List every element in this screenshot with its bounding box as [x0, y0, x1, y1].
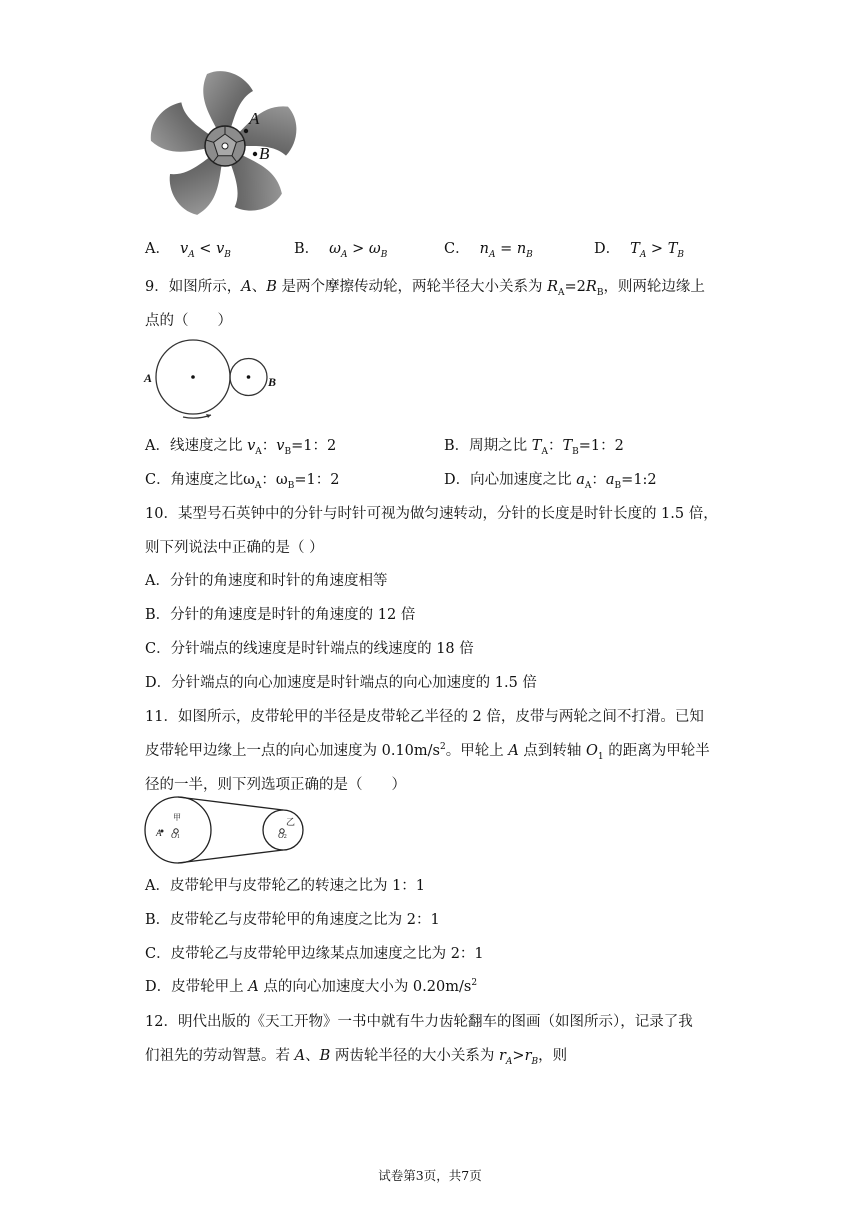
axis-o2-label: O2 [278, 831, 287, 840]
q12-stem-line1: 12．明代出版的《天工开物》一书中就有牛力齿轮翻车的图画（如图所示），记录了我 [145, 1014, 693, 1030]
page-footer: 试卷第3页，共7页 [378, 1168, 482, 1183]
point-a-dot [244, 129, 248, 133]
q8-option-a[interactable]: A． $v_A < v_B$ [145, 241, 231, 260]
q10-stem-line1: 10．某型号石英钟中的分针与时针可视为做匀速转动，分针的长度是时针长度的 1.5 倍， [145, 506, 718, 522]
point-a-label: A [156, 828, 162, 838]
q10-option-b[interactable]: B．分针的角速度是时针的角速度的 12 倍 [145, 607, 416, 623]
q11-option-d[interactable]: D．皮带轮甲上 A 点的向心加速度大小为 $0.20m/s^2$ [145, 978, 478, 995]
belt-bottom [178, 850, 283, 863]
q9-option-d[interactable]: D．向心加速度之比 $a_A$：$a_B=1:2$ [444, 472, 657, 491]
q9-stem-line1: 9．如图所示，A、B 是两个摩擦传动轮，两轮半径大小关系为 $R_A=2R_B$，则两轮边缘上 [145, 279, 705, 298]
pulley-yi-label: 乙 [286, 818, 296, 828]
fan-figure [145, 68, 305, 218]
q9-option-c[interactable]: C．角速度之比$\omega_A$：$\omega_B=1$：2 [145, 472, 340, 491]
belt-top [178, 797, 283, 810]
q12-stem-line2: 们祖先的劳动智慧。若 A、B 两齿轮半径的大小关系为 $r_A>r_B$，则 [145, 1048, 568, 1067]
q8-option-b[interactable]: B． $\omega_A > \omega_B$ [294, 241, 388, 260]
q11-option-b[interactable]: B．皮带轮乙与皮带轮甲的角速度之比为 2：1 [145, 912, 440, 928]
point-b-dot [253, 152, 257, 156]
q10-stem-line2: 则下列说法中正确的是（ ） [145, 540, 324, 556]
q11-stem-line3: 径的一半，则下列选项正确的是（ ） [145, 777, 406, 793]
point-a-label: A [249, 109, 260, 128]
q8-option-c[interactable]: C． $n_A = n_B$ [444, 241, 533, 260]
pulley-yi [263, 810, 303, 850]
q10-option-c[interactable]: C．分针端点的线速度是时针端点的线速度的 18 倍 [145, 641, 474, 657]
q9-option-a[interactable]: A．线速度之比 $v_A$：$v_B=1$：2 [145, 438, 337, 457]
q10-option-d[interactable]: D．分针端点的向心加速度是时针端点的向心加速度的 1.5 倍 [145, 675, 537, 691]
q11-option-c[interactable]: C．皮带轮乙与皮带轮甲边缘某点加速度之比为 2：1 [145, 946, 484, 962]
q9-option-b[interactable]: B．周期之比 $T_A$：$T_B=1$：2 [444, 438, 624, 457]
q10-option-a[interactable]: A．分针的角速度和时针的角速度相等 [145, 573, 388, 589]
q11-option-a[interactable]: A．皮带轮甲与皮带轮乙的转速之比为 1：1 [145, 878, 426, 894]
q11-stem-line2: 皮带轮甲边缘上一点的向心加速度为 $0.10m/s^2$。甲轮上 A 点到转轴 $O_1$ 的距离为甲轮半 [145, 742, 710, 762]
wheel-b-label: B [268, 375, 277, 389]
wheel-a-label: A [144, 371, 153, 385]
q9-stem-line2: 点的（ ） [145, 313, 232, 329]
q11-stem-line1: 11．如图所示，皮带轮甲的半径是皮带轮乙半径的 2 倍，皮带与两轮之间不打滑。已知 [145, 709, 704, 725]
q8-option-d[interactable]: D． $T_A > T_B$ [594, 241, 684, 260]
friction-wheels-figure [143, 338, 283, 420]
point-b-label: B [259, 144, 270, 163]
axis-o1-label: O1 [171, 831, 180, 840]
belt-pulley-figure [143, 796, 308, 866]
pulley-jia-label: 甲 [173, 813, 181, 822]
